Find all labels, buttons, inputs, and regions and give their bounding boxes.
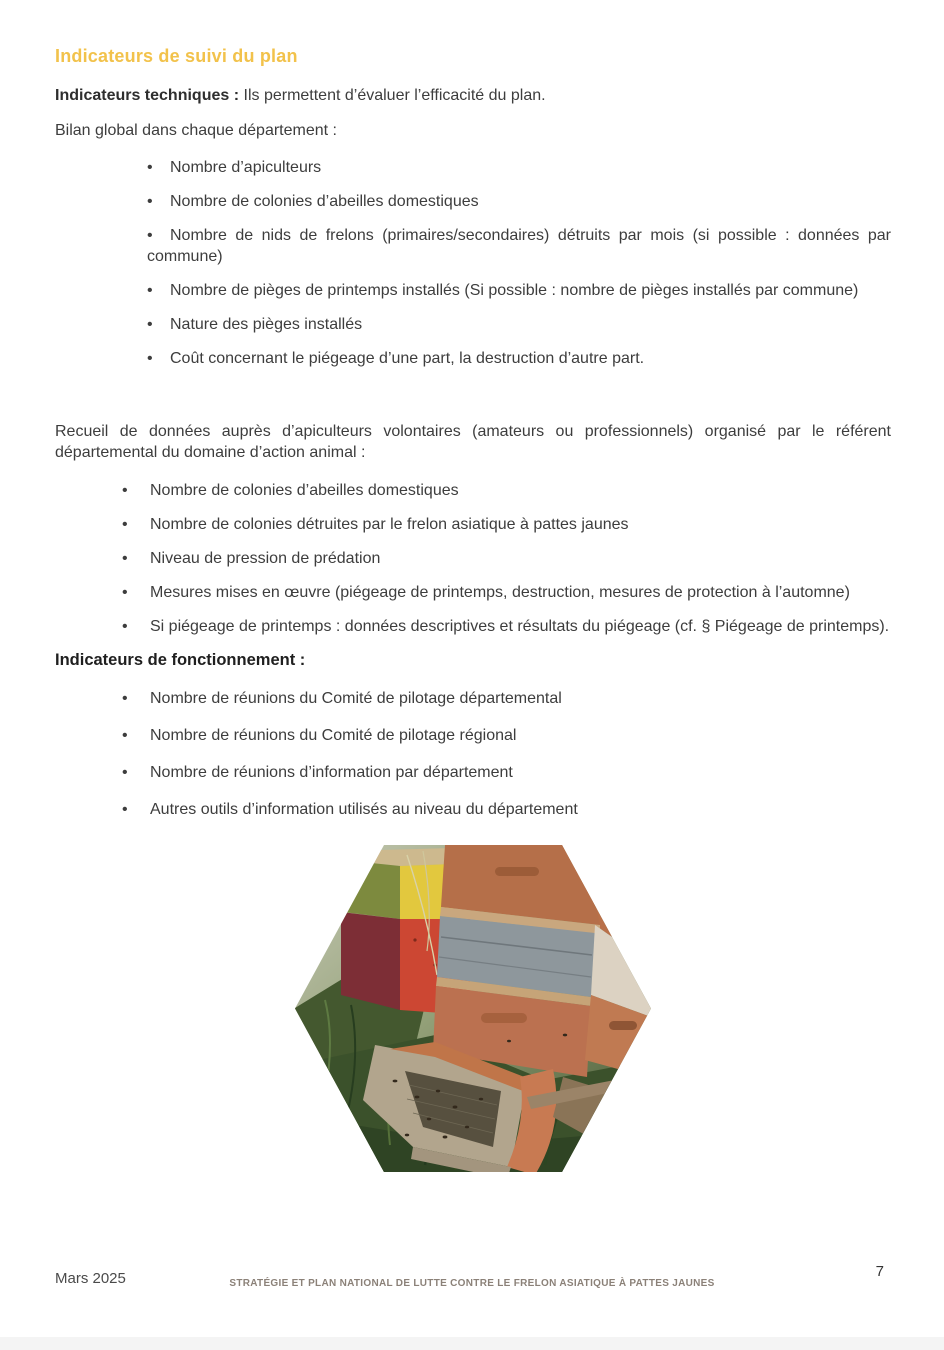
list-item: • Nombre de nids de frelons (primaires/secondaires) détruits par mois (si possible : données par commune) [55,225,891,267]
fonctionnement-heading: Indicateurs de fonctionnement : [55,651,306,669]
footer-date: Mars 2025 [55,1270,126,1287]
bottom-bar [0,1337,944,1350]
list-item: • Nombre de réunions d’information par département [55,762,891,783]
list-item: • Nombre de colonies d’abeilles domestiques [55,480,891,501]
list-item: • Nombre d’apiculteurs [55,157,891,178]
intro-paragraph [55,85,891,106]
beehive-photo [295,845,651,1172]
page-content [55,0,891,1172]
list-item: • Mesures mises en œuvre (piégeage de printemps, destruction, mesures de protection à l’automne) [55,582,891,603]
intro-lead-rest: Ils permettent d’évaluer l’efficacité du plan. [239,87,546,104]
figure-container [55,845,891,1172]
list-item: • Coût concernant le piégeage d’une part, la destruction d’autre part. [55,348,891,369]
list-item: • Si piégeage de printemps : données descriptives et résultats du piégeage (cf. § Piégeage de printemps). [55,616,891,637]
list-item: • Nombre de réunions du Comité de pilotage régional [55,725,891,746]
list-item: • Niveau de pression de prédation [55,548,891,569]
page-number: 7 [875,1263,884,1280]
recueil-paragraph: Recueil de données auprès d’apiculteurs volontaires (amateurs ou professionnels) organisé par le référent départemental du domaine d’action animal : [55,423,891,461]
bilan-bullet-list [55,157,891,369]
recueil-bullet-list [55,480,891,637]
fonctionnement-bullet-list [55,688,891,820]
list-item: • Nombre de colonies détruites par le frelon asiatique à pattes jaunes [55,514,891,535]
list-item: • Autres outils d’information utilisés au niveau du département [55,799,891,820]
list-item: • Nature des pièges installés [55,314,891,335]
bilan-line: Bilan global dans chaque département : [55,122,337,139]
footer-document-title: STRATÉGIE ET PLAN NATIONAL DE LUTTE CONTRE LE FRELON ASIATIQUE À PATTES JAUNES [229,1278,715,1289]
list-item: • Nombre de colonies d’abeilles domestiques [55,191,891,212]
intro-lead-bold: Indicateurs techniques : [55,87,240,104]
section-heading: Indicateurs de suivi du plan [55,46,298,66]
list-item: • Nombre de pièges de printemps installés (Si possible : nombre de pièges installés par commune) [55,280,891,301]
list-item: • Nombre de réunions du Comité de pilotage départemental [55,688,891,709]
main-hive [433,845,651,1077]
